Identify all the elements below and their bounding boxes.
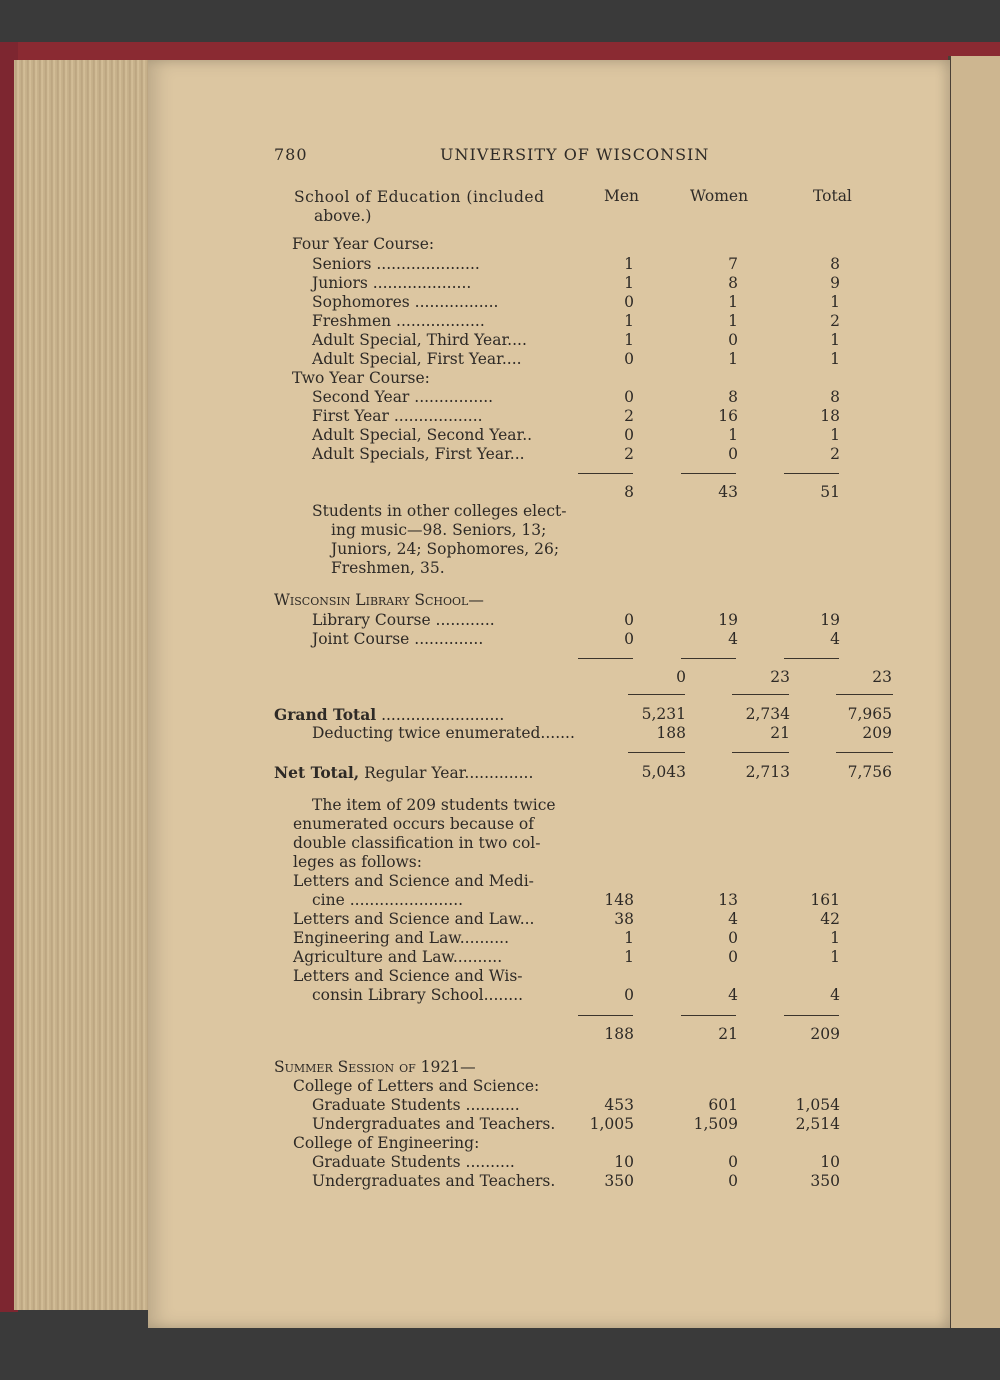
- men-value: 1: [624, 274, 634, 292]
- men-value: 1: [624, 312, 634, 330]
- rule-total: [784, 1015, 839, 1016]
- grand-total-dots: .........................: [376, 706, 505, 724]
- row-label: cine .......................: [312, 891, 464, 909]
- total-value: 1: [830, 293, 840, 311]
- music-note-line: ing music—98. Seniors, 13;: [331, 521, 547, 539]
- col-header-women: Women: [690, 187, 749, 205]
- men-value: 10: [614, 1153, 634, 1171]
- rule-women: [681, 473, 736, 474]
- grand-total-men: 5,231: [641, 705, 686, 723]
- library-subtotal-men: 0: [676, 668, 686, 686]
- row-label-line1: Letters and Science and Medi-: [293, 872, 534, 890]
- col-header-total: Total: [813, 187, 852, 205]
- row-label: Graduate Students ...........: [312, 1096, 520, 1114]
- total-value: 161: [810, 891, 840, 909]
- twice-intro-line: double classification in two col-: [293, 834, 541, 852]
- net-total-label: [274, 763, 533, 782]
- col-header-men: Men: [604, 187, 640, 205]
- education-subtotal-men: 8: [624, 483, 634, 501]
- row-label: Adult Specials, First Year...: [312, 445, 525, 463]
- page-number: 780: [274, 145, 308, 164]
- rule-total: [784, 473, 839, 474]
- row-label-line1: Letters and Science and Wis-: [293, 967, 523, 985]
- facing-page-edge: [948, 56, 1000, 1328]
- men-value: 0: [624, 986, 634, 1004]
- women-value: 0: [728, 1153, 738, 1171]
- women-value: 4: [728, 910, 738, 928]
- men-value: 1: [624, 255, 634, 273]
- total-value: 19: [820, 611, 840, 629]
- row-label: Agriculture and Law..........: [293, 948, 503, 966]
- total-value: 2: [830, 312, 840, 330]
- education-subtotal-women: 43: [718, 483, 738, 501]
- men-value: 1: [624, 929, 634, 947]
- total-value: 4: [830, 630, 840, 648]
- twice-subtotal-women: 21: [718, 1025, 738, 1043]
- running-title: UNIVERSITY OF WISCONSIN: [440, 145, 710, 164]
- education-title: School of Education (included: [294, 188, 545, 206]
- women-value: 1: [728, 312, 738, 330]
- deducting-women: 21: [770, 724, 790, 742]
- row-label: First Year ..................: [312, 407, 483, 425]
- row-label: Undergraduates and Teachers.: [312, 1172, 556, 1190]
- men-value: 350: [604, 1172, 634, 1190]
- total-value: 1,054: [795, 1096, 840, 1114]
- deducting-label: Deducting twice enumerated.......: [312, 724, 575, 742]
- rule-total: [836, 752, 893, 753]
- music-note-line: Students in other colleges elect-: [312, 502, 567, 520]
- grand-total-women: 2,734: [745, 705, 790, 723]
- men-value: 453: [604, 1096, 634, 1114]
- rule-total: [836, 694, 893, 695]
- net-total-total: 7,756: [847, 763, 892, 781]
- men-value: 0: [624, 611, 634, 629]
- total-value: 2,514: [795, 1115, 840, 1133]
- men-value: 2: [624, 445, 634, 463]
- women-value: 7: [728, 255, 738, 273]
- total-value: 1: [830, 948, 840, 966]
- grand-total-text: Grand Total: [274, 705, 377, 724]
- total-value: 8: [830, 255, 840, 273]
- row-label: Library Course ............: [312, 611, 495, 629]
- net-total-rest: Regular Year..............: [359, 764, 534, 782]
- rule-total: [784, 658, 839, 659]
- men-value: 0: [624, 293, 634, 311]
- women-value: 0: [728, 929, 738, 947]
- row-label: Joint Course ..............: [312, 630, 484, 648]
- twice-intro-line: The item of 209 students twice: [312, 796, 556, 814]
- women-value: 0: [728, 331, 738, 349]
- twice-intro-line: enumerated occurs because of: [293, 815, 534, 833]
- women-value: 601: [708, 1096, 738, 1114]
- women-value: 1: [728, 426, 738, 444]
- grand-total-total: 7,965: [847, 705, 892, 723]
- twice-subtotal-total: 209: [810, 1025, 840, 1043]
- women-value: 4: [728, 986, 738, 1004]
- women-value: 1,509: [693, 1115, 738, 1133]
- rule-men: [628, 752, 685, 753]
- women-value: 1: [728, 293, 738, 311]
- library-subtotal-total: 23: [872, 668, 892, 686]
- row-label: Undergraduates and Teachers.: [312, 1115, 556, 1133]
- row-label: Engineering and Law..........: [293, 929, 510, 947]
- net-total-women: 2,713: [745, 763, 790, 781]
- library-subtotal-women: 23: [770, 668, 790, 686]
- rule-men: [578, 473, 633, 474]
- education-subtotal-total: 51: [820, 483, 840, 501]
- rule-men: [578, 658, 633, 659]
- total-value: 9: [830, 274, 840, 292]
- row-label: Juniors ....................: [312, 274, 472, 292]
- row-label: Seniors .....................: [312, 255, 480, 273]
- page-edges: [14, 60, 156, 1310]
- summer-session-title: Summer Session of 1921—: [274, 1058, 476, 1076]
- total-value: 8: [830, 388, 840, 406]
- total-value: 2: [830, 445, 840, 463]
- men-value: 0: [624, 630, 634, 648]
- women-value: 0: [728, 948, 738, 966]
- net-total-text: Net Total,: [274, 763, 360, 782]
- men-value: 2: [624, 407, 634, 425]
- total-value: 1: [830, 426, 840, 444]
- net-total-men: 5,043: [641, 763, 686, 781]
- rule-women: [681, 658, 736, 659]
- row-label: Sophomores .................: [312, 293, 499, 311]
- twice-subtotal-men: 188: [604, 1025, 634, 1043]
- total-value: 350: [810, 1172, 840, 1190]
- total-value: 18: [820, 407, 840, 425]
- two-year-heading: Two Year Course:: [292, 369, 430, 387]
- education-title-cont: above.): [314, 207, 372, 225]
- rule-women: [732, 694, 789, 695]
- women-value: 8: [728, 274, 738, 292]
- men-value: 1: [624, 331, 634, 349]
- grand-total-label: [274, 705, 504, 724]
- row-label: Letters and Science and Law...: [293, 910, 535, 928]
- men-value: 0: [624, 388, 634, 406]
- total-value: 10: [820, 1153, 840, 1171]
- rule-men: [578, 1015, 633, 1016]
- row-label: consin Library School........: [312, 986, 524, 1004]
- book-page: [148, 60, 950, 1328]
- women-value: 13: [718, 891, 738, 909]
- row-label: Freshmen ..................: [312, 312, 485, 330]
- rule-women: [681, 1015, 736, 1016]
- rule-men: [628, 694, 685, 695]
- total-value: 1: [830, 350, 840, 368]
- women-value: 8: [728, 388, 738, 406]
- women-value: 1: [728, 350, 738, 368]
- twice-intro-line: leges as follows:: [293, 853, 422, 871]
- library-school-title: Wisconsin Library School—: [274, 591, 484, 609]
- total-value: 4: [830, 986, 840, 1004]
- women-value: 0: [728, 445, 738, 463]
- row-label: Graduate Students ..........: [312, 1153, 515, 1171]
- row-label: Adult Special, Third Year....: [312, 331, 527, 349]
- women-value: 16: [718, 407, 738, 425]
- women-value: 4: [728, 630, 738, 648]
- eng-heading: College of Engineering:: [293, 1134, 480, 1152]
- total-value: 1: [830, 331, 840, 349]
- ls-heading: College of Letters and Science:: [293, 1077, 540, 1095]
- men-value: 0: [624, 350, 634, 368]
- women-value: 19: [718, 611, 738, 629]
- row-label: Second Year ................: [312, 388, 494, 406]
- men-value: 0: [624, 426, 634, 444]
- men-value: 148: [604, 891, 634, 909]
- deducting-men: 188: [656, 724, 686, 742]
- music-note-line: Freshmen, 35.: [331, 559, 445, 577]
- four-year-heading: Four Year Course:: [292, 235, 435, 253]
- deducting-total: 209: [862, 724, 892, 742]
- total-value: 42: [820, 910, 840, 928]
- men-value: 1,005: [589, 1115, 634, 1133]
- total-value: 1: [830, 929, 840, 947]
- row-label: Adult Special, Second Year..: [312, 426, 533, 444]
- men-value: 1: [624, 948, 634, 966]
- men-value: 38: [614, 910, 634, 928]
- music-note-line: Juniors, 24; Sophomores, 26;: [331, 540, 560, 558]
- rule-women: [732, 752, 789, 753]
- row-label: Adult Special, First Year....: [312, 350, 522, 368]
- women-value: 0: [728, 1172, 738, 1190]
